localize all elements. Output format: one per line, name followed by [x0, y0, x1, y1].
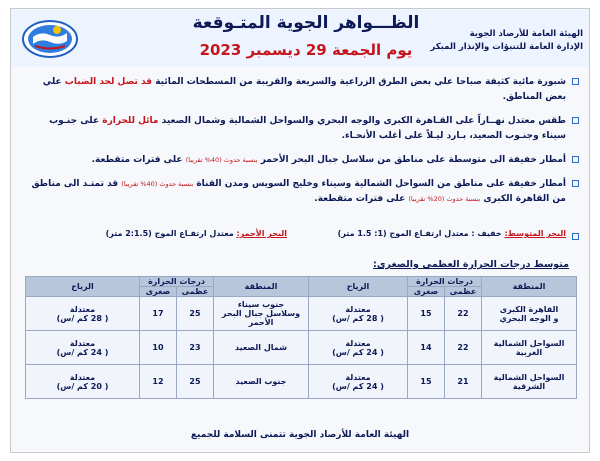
checkbox-icon	[572, 117, 579, 124]
wind-info: معتدلة ( 20 كم /س)	[26, 365, 140, 399]
forecast-date: يوم الجمعة 29 ديسمبر 2023	[199, 41, 413, 59]
table-row	[26, 365, 577, 399]
bullet-text: على فترات متقطعة.	[91, 155, 186, 165]
forecast-bullet	[23, 153, 579, 168]
checkbox-icon	[572, 180, 579, 187]
header-max: عظمى	[445, 287, 482, 297]
min-temp: 15	[408, 365, 445, 399]
region-name: السواحل الشمالية الغربية	[482, 331, 577, 365]
checkbox-icon	[572, 156, 579, 163]
bullet-text: قد تمتـد الى مناطق من القاهرة الكبرى	[31, 179, 566, 204]
wind-info: معتدلة ( 24 كم /س)	[309, 365, 408, 399]
org-department: الإدارة العامة للتنبؤات والإنذار المبكر	[430, 42, 583, 52]
header-region: المنطقة	[482, 277, 577, 297]
bullet-text: مائل للحرارة	[102, 116, 159, 126]
min-temp: 14	[408, 331, 445, 365]
region-name: شمال الصعيد	[214, 331, 309, 365]
temperature-table	[25, 276, 577, 399]
min-temp: 12	[140, 365, 177, 399]
footer-note: الهيئة العامة للأرصاد الجوية تتمنى السلامة للجميع	[190, 430, 410, 440]
forecast-bullet	[23, 75, 579, 105]
header-wind: الرياح	[26, 277, 140, 297]
header-min: صغرى	[140, 287, 177, 297]
red-sea-label: البحر الأحمر:	[236, 229, 287, 238]
med-sea-info	[338, 229, 579, 238]
table-caption: متوسط درجات الحرارة العظمى والصغرى:	[373, 259, 569, 270]
ema-logo-icon	[21, 19, 79, 59]
max-temp: 25	[177, 297, 214, 331]
header-temp: درجات الحرارة	[408, 277, 482, 287]
red-sea-info	[106, 229, 287, 238]
forecast-bullets	[23, 75, 579, 216]
bulletin-page	[10, 8, 590, 453]
med-sea-value: خفيف : معتدل ارتفـاع الموج (1: 1.5 متر)	[337, 229, 505, 238]
wind-info: معتدلة ( 28 كم /س)	[26, 297, 140, 331]
bullet-text: علي بعض المناطق.	[42, 77, 566, 102]
table-row	[26, 331, 577, 365]
wind-info: معتدلة ( 24 كم /س)	[26, 331, 140, 365]
header-band	[11, 9, 589, 67]
wind-info: معتدلة ( 24 كم /س)	[309, 331, 408, 365]
region-name: جنوب الصعيد	[214, 365, 309, 399]
bullet-text: بنسبة حدوث (40% تقريبا)	[185, 156, 258, 164]
bullet-text: على فترات متقطعة.	[314, 194, 409, 204]
header-wind: الرياح	[309, 277, 408, 297]
region-name: السواحل الشمالية الشرقية	[482, 365, 577, 399]
header-region: المنطقة	[214, 277, 309, 297]
med-sea-label: البحر المتوسط:	[504, 229, 566, 238]
checkbox-icon	[572, 78, 579, 85]
bullet-text: على جنـوب سيناء وجنـوب الصعيد، بـارد ليـلاً على أغلب الأنحـاء.	[49, 116, 566, 141]
bullet-text: شبورة مائية كثيفة صباحا علي بعض الطرق الزراعية والسريعة والقريبة من المسطحات المائية	[152, 77, 566, 87]
region-name: جنوب سيناء وسلاسل جبال البحر الأحمر	[214, 297, 309, 331]
table-row	[26, 297, 577, 331]
header-max: عظمى	[177, 287, 214, 297]
region-name: القاهرة الكبرى و الوجه البحري	[482, 297, 577, 331]
bullet-text: قد تصل لحد الضباب	[64, 77, 153, 87]
max-temp: 22	[445, 297, 482, 331]
forecast-bullet	[23, 177, 579, 207]
bullet-text: طقس معتدل نهــاراً على القـاهرة الكبرى والوجه البحري والسواحل الشمالية وشمال الصعيد	[158, 116, 566, 126]
sea-state	[23, 229, 579, 251]
org-name: الهيئة العامة للأرصاد الجوية	[469, 29, 583, 39]
bullet-text: بنسبة حدوث (40% تقريبا)	[121, 180, 194, 188]
max-temp: 21	[445, 365, 482, 399]
page-title: الظـــواهر الجوية المتـوقعة	[192, 13, 420, 33]
min-temp: 17	[140, 297, 177, 331]
red-sea-value: معتدل ارتفـاع الموج (2:1.5 متر)	[105, 229, 237, 238]
header-min: صغرى	[408, 287, 445, 297]
max-temp: 22	[445, 331, 482, 365]
max-temp: 23	[177, 331, 214, 365]
bullet-text: أمطار خفيفة الى متوسطة على مناطق من سلاسل جبال البحر الأحمر	[257, 155, 566, 165]
min-temp: 10	[140, 331, 177, 365]
wind-info: معتدلة ( 28 كم /س)	[309, 297, 408, 331]
min-temp: 15	[408, 297, 445, 331]
bullet-text: بنسبة حدوث (20% تقريبا)	[408, 195, 481, 203]
bullet-text: أمطار خفيفة على مناطق من السواحل الشمالية وسيناء وخليج السويس ومدن القناة	[193, 179, 566, 189]
max-temp: 25	[177, 365, 214, 399]
forecast-bullet	[23, 114, 579, 144]
header-temp: درجات الحرارة	[140, 277, 214, 287]
